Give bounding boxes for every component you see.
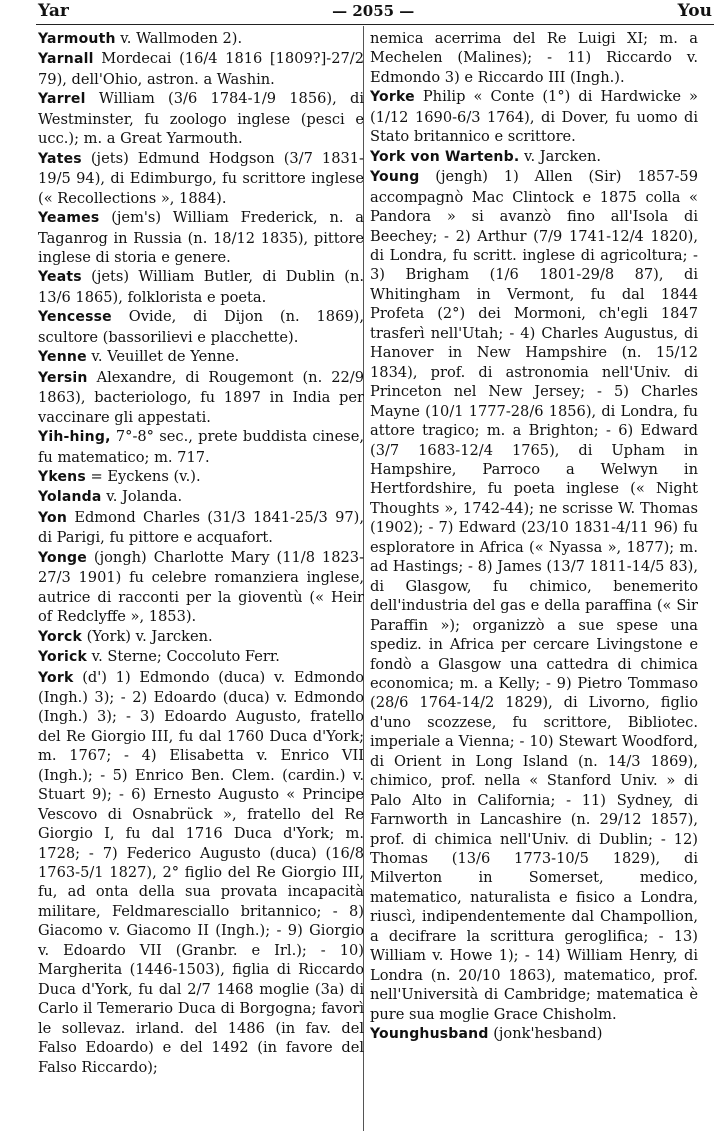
entry-text: Mordecai (16/4 1816 [1809?]-27/2 79), dell'Ohio, astron. a Washin. [38, 50, 364, 88]
entry-headword: Young [370, 169, 420, 186]
dictionary-entry [38, 89, 364, 148]
entry-text: 7°-8° sec., prete buddista cinese, fu matematico; m. 717. [38, 428, 364, 466]
entry-headword: Yeames [38, 210, 100, 227]
dictionary-entry [38, 548, 364, 627]
entry-headword: Ykens [38, 468, 86, 485]
entry-headword: Yersin [38, 369, 88, 386]
dictionary-entry [38, 267, 364, 307]
entry-text: (jonk'hesband) [488, 1025, 603, 1043]
entry-headword: York [38, 669, 74, 686]
entry-headword: Yarrel [38, 91, 86, 108]
dictionary-entry [38, 508, 364, 548]
entry-text: v. Jarcken. [519, 147, 601, 165]
entry-text: Ovide, di Dijon (n. 1869), scultore (bassorilievi e placchette). [38, 308, 364, 346]
page-number: — 2055 — [332, 2, 415, 20]
dictionary-entry [370, 87, 698, 146]
entry-headword: Younghusband [370, 1026, 489, 1043]
entry-text: v. Jolanda. [101, 488, 183, 506]
entry-headword: Yorck [38, 628, 82, 645]
header-right-guide-word: You [677, 1, 712, 21]
entry-text: v. Wallmoden 2). [115, 30, 243, 47]
dictionary-entry [38, 208, 364, 267]
entry-text: v. Veuillet de Yenne. [86, 348, 240, 366]
entry-headword: Yates [38, 150, 82, 167]
entry-headword: Yeats [38, 269, 82, 286]
dictionary-entry [38, 29, 364, 49]
entry-headword: Yorke [370, 89, 415, 106]
header-rule [36, 24, 714, 25]
entry-text: v. Sterne; Coccoluto Ferr. [86, 648, 280, 666]
dictionary-entry [370, 1024, 698, 1044]
entry-headword: Yarmouth [38, 31, 116, 47]
page-header [38, 0, 712, 22]
entry-text: Alexandre, di Rougemont (n. 22/9 1863), bacteriologo, fu 1897 in India per vaccinare gli appestati. [38, 368, 364, 426]
entry-text: (jets) William Butler, di Dublin (n. 13/6 1865), folklorista e poeta. [38, 268, 364, 306]
entry-text: nemica acerrima del Re Luigi XI; m. a Mechelen (Malines); - 11) Riccardo v. Edmondo 3) e Riccardo III (Ingh.). [370, 30, 698, 86]
entry-headword: Yarnall [38, 51, 94, 68]
entry-headword: Yolanda [38, 489, 102, 506]
entry-text: (d') 1) Edmondo (duca) v. Edmondo (Ingh.) 3); - 2) Edoardo (duca) v. Edmondo (Ingh.) 3); - 3) Edoardo Augusto, fratello del Re Giorgio III, fu dal 1760 Duca d'York; m. 1767; - 4) Elisabetta v. Enrico VII (Ingh.); - 5) Enrico Ben. Clem. (cardin.) v. Stuart 9); - 6) Ernesto Augusto « Principe Vescovo di Osnabrück », fratello del Re Giorgio I, fu dal 1716 Duca d'York; m. 1728; - 7) Federico Augusto (duca) (16/8 1763-5/1 1827), 2° figlio del Re Giorgio III, fu, ad onta della sua provata incapacità militare, Feldmaresciallo britannico; - 8) Giacomo v. Giacomo II (Ingh.); - 9) Giorgio v. Edoardo VII (Granbr. e Irl.); - 10) Margherita (1446-1503), figlia di Riccardo Duca d'York, fu dal 2/7 1468 moglie (3a) di Carlo il Temerario Duca di Borgogna; favorì le sollevaz. irland. del 1486 (in fav. del Falso Edoardo) e del 1492 (in favore del Falso Riccardo); [38, 668, 364, 1076]
dictionary-entry [370, 147, 698, 167]
entry-headword: Yon [38, 509, 68, 526]
entry-headword: Yencesse [38, 309, 112, 326]
entry-text: (jongh) Charlotte Mary (11/8 1823-27/3 1901) fu celebre romanziera inglese, autrice di racconti per la gioventù (« Heir of Redclyffe », 1853). [38, 548, 364, 626]
entry-headword: Yih-hing, [38, 429, 111, 446]
dictionary-entry [38, 149, 364, 208]
entry-text: Edmond Charles (31/3 1841-25/3 97), di Parigi, fu pittore e acquafort. [38, 508, 364, 547]
dictionary-entry [38, 307, 364, 347]
entry-text: (York) v. Jarcken. [81, 627, 213, 645]
header-left-guide-word: Yar [38, 1, 69, 21]
entry-text: (jengh) 1) Allen (Sir) 1857-59 accompagnò Mac Clintock e 1875 colla « Pandora » si avanzò fino all'Isola di Beechey; - 2) Arthur (7/9 1741-12/4 1820), di Londra, fu scritt. inglese di agricoltura; - 3) Brigham (1/6 1801-29/8 87), di Whitingham in Vermont, fu dal 1844 Profeta (2°) dei Mormoni, ch'egli 1847 trasferì nell'Utah; - 4) Charles Augustus, di Hanover in New Hampshire (n. 15/12 1834), prof. di astronomia nell'Univ. di Princeton nel New Jersey; - 5) Charles Mayne (10/1 1777-28/6 1856), di Londra, fu attore tragico; m. a Brighton; - 6) Edward (3/7 1683-12/4 1765), di Upham in Hampshire, Parroco a Welwyn in Hertfordshire, fu poeta inglese (« Night Thoughts », 1742-44); ne scrisse W. Thomas (1902); - 7) Edward (23/10 1831-4/11 96) fu esploratore in Africa (« Nyassa », 1877); m. ad Hastings; - 8) James (13/7 1811-14/5 83), di Glasgow, fu chimico, benemerito dell'industria del gas e della paraffina (« Sir Paraffin »); organizzò a sue spese una spediz. in Africa per cercare Livingstone e fondò a Glasgow una cattedra di chimica economica; m. a Kelly; - 9) Pietro Tommaso (28/6 1764-14/2 1829), di Livorno, figlio d'uno scozzese, fu scrittore, Bibliotec. imperiale a Vienna; - 10) Stewart Woodford, di Orient in Long Island (n. 14/3 1869), chimico, prof. nella « Stanford Univ. » di Palo Alto in California; - 11) Sydney, di Farnworth in Lancashire (n. 29/12 1857), prof. di chimica nell'Univ. di Dublin; - 12) Thomas (13/6 1773-10/5 1829), di Milverton in Somerset, medico, matematico, naturalista e fisico a Londra, riuscì, indipendentemente dal Champollion, a decifrare la scrittura geroglifica; - 13) William v. Howe 1); - 14) William Henry, di Londra (n. 20/10 1863), matematico, prof. nell'Università di Cambridge; matematica è pure sua moglie Grace Chisholm. [370, 168, 698, 1023]
dictionary-entry [38, 427, 364, 467]
left-column [38, 29, 364, 1077]
dictionary-entry [38, 668, 364, 1078]
entry-text: = Eyckens (v.). [85, 467, 201, 485]
dictionary-entry [38, 487, 364, 507]
entry-text: William (3/6 1784-1/9 1856), di Westminster, fu zoologo inglese (pesci e ucc.); m. a Great Yarmouth. [38, 90, 364, 148]
entry-headword: Yorick [38, 649, 87, 666]
dictionary-entry [38, 627, 364, 647]
entry-text: (jets) Edmund Hodgson (3/7 1831-19/5 94), di Edimburgo, fu scrittore inglese (« Recollections », 1884). [38, 149, 364, 207]
entry-headword: Yenne [38, 349, 87, 366]
dictionary-entry [38, 647, 364, 667]
entry-headword: York von Wartenb. [370, 148, 520, 165]
dictionary-entry [38, 347, 364, 367]
dictionary-entry [38, 467, 364, 487]
entry-text: (jem's) William Frederick, n. a Taganrog in Russia (n. 18/12 1835), pittore inglese di storia e genere. [38, 209, 364, 266]
dictionary-entry [370, 29, 698, 87]
dictionary-entry [370, 167, 698, 1024]
entry-headword: Yonge [38, 549, 87, 566]
entry-text: Philip « Conte (1°) di Hardwicke » (1/12 1690-6/3 1764), di Dover, fu uomo di Stato britannico e scrittore. [370, 88, 698, 146]
right-column [370, 29, 698, 1045]
dictionary-entry [38, 49, 364, 89]
dictionary-entry [38, 368, 364, 427]
